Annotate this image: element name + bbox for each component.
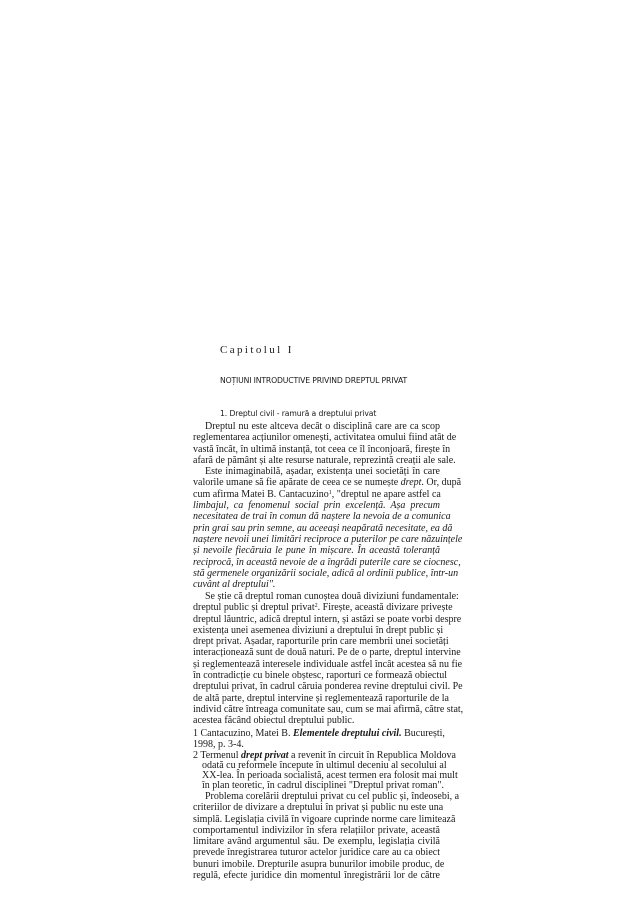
text-line: Este inimaginabilă, așadar, existența unei societăți în care	[205, 466, 440, 478]
quote-line: cuvânt al dreptului".	[193, 579, 276, 591]
text-line: cum afirma Matei B. Cantacuzino$^1$, "dreptul ne apare astfel ca	[193, 488, 441, 500]
chapter-title: Capitolul I	[220, 344, 294, 356]
text-line: dreptul lăuntric, adică dreptul intern, și astăzi se poate vorbi despre	[193, 613, 462, 625]
footnote-2-cont: odată cu reformele începute în ultimul deceniu al secolului al	[202, 760, 447, 771]
quote-line: limbajul, ca fenomenul social prin excelență. Așa precum	[193, 500, 440, 512]
footnotes	[193, 728, 458, 791]
footnote-2-cont: XX-lea. În perioada socialistă, acest termen era folosit mai mult	[202, 770, 458, 781]
quote-line: naștere nevoii unei limitări reciproce a puterilor pe care năzuințele	[193, 533, 463, 545]
text-line: drept privat. Așadar, raporturile prin care membrii unei societăți	[193, 636, 449, 648]
footnote-ref-1: 1	[328, 489, 332, 496]
text-line: bunuri imobile. Drepturile asupra bunurilor imobile produc, de	[193, 858, 445, 870]
section-heading: NOȚIUNI INTRODUCTIVE PRIVIND DREPTUL PRIVAT	[220, 376, 408, 385]
quote-line: prin grai sau prin semne, au aceeași neapărată necesitate, ea dă	[193, 522, 453, 534]
text-line: Dreptul nu este altceva decât o disciplină care are ca scop	[205, 421, 440, 432]
text-line: dreptului privat, în cadrul căruia ponderea revine dreptului civil. Pe	[193, 681, 463, 693]
footnote-2-cont: în plan teoretic, în cadrul disciplinei "Dreptul privat roman".	[202, 780, 444, 791]
subsection-heading: 1. Dreptul civil - ramură a dreptului privat	[220, 409, 377, 418]
footnote-ref-2: 2	[314, 603, 318, 610]
text-line: reglementarea acțiunilor omenești, activitatea omului fiind atât de	[193, 432, 457, 444]
text-line: prevede înregistrarea tuturor actelor juridice care au ca obiect	[193, 847, 440, 859]
text-line: simplă. Legislația civilă în vigoare cuprinde norme care limitează	[193, 813, 456, 825]
text-line: existența unei asemenea diviziuni a dreptului în drept public și	[193, 624, 444, 636]
text-line: vastă încât, în ultimă instanță, tot ceea ce îl înconjoară, firește în	[193, 443, 451, 455]
footnote-1-cont: 1998, p. 3-4.	[193, 739, 244, 750]
text-line: afară de pământ și alte resurse naturale, reprezintă creații ale sale.	[193, 454, 456, 466]
body-block-3	[193, 791, 460, 882]
text-line: limitare având argumentul său. De exemplu, legislația civilă	[193, 836, 440, 848]
quote-line: și nevoile fiecăruia le pune în mișcare. În această toleranță	[193, 545, 440, 557]
body-block-1	[193, 421, 463, 591]
text-line: Se știe că dreptul roman cunoștea două diviziuni fundamentale:	[205, 591, 459, 602]
footnote-1: 1 Cantacuzino, Matei B. Elementele dreptului civil. București,	[193, 728, 445, 739]
text-line: individ către întreaga comunitate sau, cum se mai afirmă, către stat,	[193, 703, 464, 715]
text-line: Problema corelării dreptului privat cu cel public și, îndeosebi, a	[205, 791, 460, 802]
text-line: și reglementează interesele individuale astfel încât acestea să nu fie	[193, 658, 463, 670]
text-line: în contradicție cu binele obștesc, raporturi ce formează obiectul	[193, 670, 448, 682]
text-line: comportamentul indivizilor în sfera relațiilor private, această	[193, 824, 440, 836]
quote-line: stă germenele organizării sociale, adică al ordinii publice, într-un	[193, 567, 459, 579]
text-line: acestea făcând obiectul dreptului public.	[193, 715, 355, 727]
quote-line: necesitatea de trai în comun dă naștere la nevoia de a comunica	[193, 511, 451, 523]
text-line: dreptul public și dreptul privat$^2$. Firește, această divizare privește	[193, 602, 453, 614]
text-line: interacționează sunt de două naturi. Pe de o parte, dreptul intervine	[193, 647, 461, 659]
text-line: criteriilor de divizare a dreptului în privat și public nu este una	[193, 802, 444, 814]
quote-line: reciprocă, în această nevoie de a îngrădi puterile care se ciocnesc,	[193, 556, 461, 568]
body-block-2	[193, 591, 464, 727]
text-line: valorile umane să fie apărate de ceea ce se numește drept. Or, după	[193, 477, 462, 489]
text-line: regulă, efecte juridice din momentul înregistrării lor de către	[193, 870, 440, 882]
text-line: de altă parte, dreptul intervine și reglementează raporturile de la	[193, 692, 449, 704]
footnote-2: 2 Termenul drept privat a revenit în circuit în Republica Moldova	[193, 750, 456, 761]
